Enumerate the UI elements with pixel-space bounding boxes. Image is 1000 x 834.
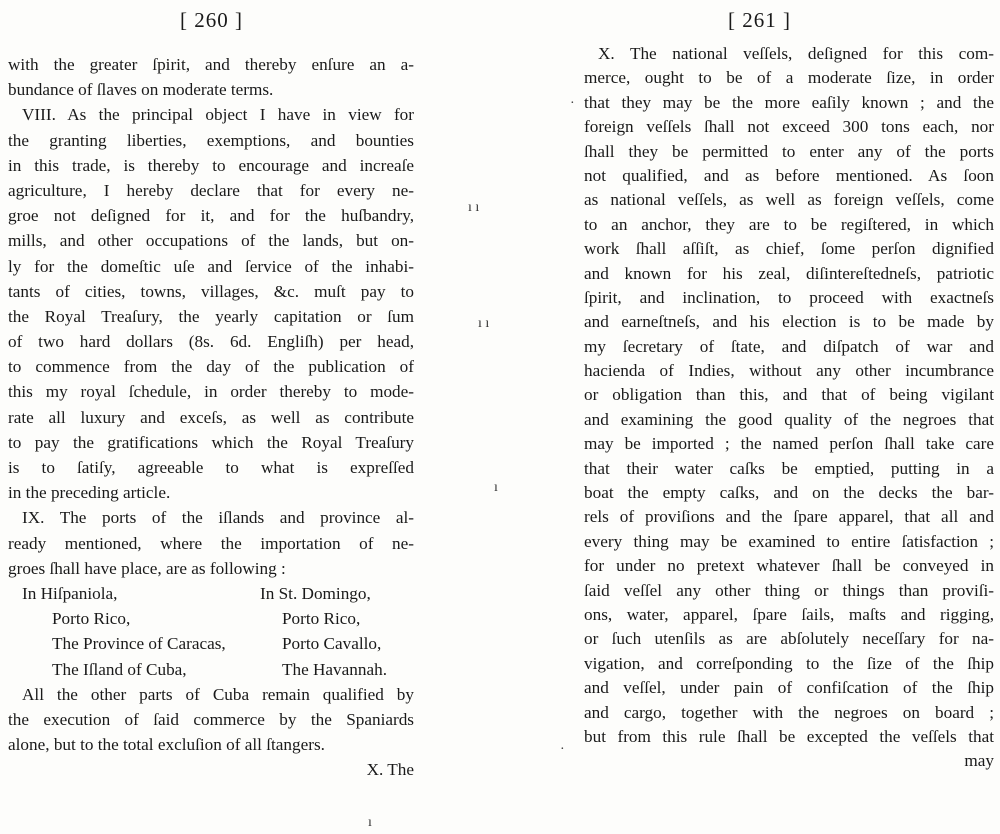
port-city: The Havannah. — [282, 659, 387, 679]
text-line: rate all luxury and exceſs, as well as contribute — [8, 407, 414, 427]
text-line: to pay the gratifications which the Royal Treaſury — [8, 432, 414, 452]
text-line: IX. The ports of the iſlands and province al- — [22, 508, 414, 528]
text-line: that they may be the more eaſily known ; and the — [584, 92, 994, 112]
text-line: vigation, and correſponding to the ſize of the ſhip — [584, 653, 994, 673]
text-line: may be imported ; the named perſon ſhall take care — [584, 434, 994, 454]
port-row — [8, 657, 414, 682]
text-line: for under no pretext whatever ſhall be conveyed in — [584, 556, 994, 576]
text-line: to commence from the day of the publication of — [8, 357, 414, 377]
left-page-text — [8, 52, 414, 782]
port-row — [8, 606, 414, 631]
port-city: In St. Domingo, — [260, 583, 371, 603]
text-line: this my royal ſchedule, in order thereby to mode- — [8, 382, 414, 402]
text-line: mills, and other occupations of the lands, but on- — [8, 231, 414, 251]
text-line: with the greater ſpirit, and thereby enſure an a- — [8, 55, 414, 74]
right-page — [578, 0, 1000, 834]
text-line: is to ſatiſy, agreeable to what is expreſſed — [8, 458, 414, 477]
text-line: hacienda of Indies, without any other incumbrance — [584, 361, 994, 381]
port-row — [8, 581, 414, 606]
text-line: and known for his zeal, diſintereſtedneſs, patriotic — [584, 263, 994, 283]
text-line: not qualified, and as before mentioned. As ſoon — [584, 165, 994, 185]
text-line: All the other parts of Cuba remain qualified by — [22, 684, 414, 704]
text-line: or ſuch utenſils as are abſolutely neceſſary for na- — [584, 629, 994, 649]
port-row — [8, 631, 414, 656]
text-line: of two hard dollars (8s. 6d. Engliſh) per head, — [8, 332, 414, 352]
text-line: alone, but to the total excluſion of all ſtangers. — [8, 735, 325, 755]
text-line: VIII. As the principal object I have in view for — [22, 105, 414, 125]
scan-speck: · — [560, 742, 565, 757]
scan-speck: ı ı — [468, 200, 480, 215]
text-line: ready mentioned, where the importation of ne- — [8, 533, 414, 553]
text-line: in this trade, is thereby to encourage and increaſe — [8, 155, 414, 175]
text-line: the granting liberties, exemptions, and bounties — [8, 130, 414, 150]
scan-speck: · — [570, 96, 575, 111]
text-line: merce, ought to be of a moderate ſize, in order — [584, 68, 994, 88]
text-line: and veſſel, under pain of confiſcation of the ſhip — [584, 678, 994, 698]
text-line: ly for the domeſtic uſe and ſervice of the inhabi- — [8, 256, 414, 276]
text-line: the execution of ſaid commerce by the Spaniards — [8, 709, 414, 729]
port-city: Porto Cavallo, — [282, 634, 382, 654]
left-text-block-2 — [8, 682, 414, 783]
scan-speck: ı — [494, 480, 498, 495]
text-line: bundance of ſlaves on moderate terms. — [8, 80, 274, 100]
text-line: and examining the good quality of the negroes that — [584, 409, 994, 429]
text-line: my ſecretary of ſtate, and diſpatch of war and — [584, 336, 994, 356]
text-line: X. The national veſſels, deſigned for this com- — [598, 44, 994, 63]
text-line: groes ſhall have place, are as following : — [8, 558, 286, 578]
port-region: In Hiſpaniola, — [22, 583, 118, 603]
port-region: Porto Rico, — [52, 609, 131, 629]
text-line: ſhall they be permitted to enter any of the ports — [584, 141, 994, 161]
right-page-text — [584, 42, 994, 774]
text-line: that their water caſks be emptied, putting in a — [584, 458, 994, 478]
text-line: ſaid veſſel any other thing or things than proviſi- — [584, 580, 994, 600]
text-line: X. The — [366, 760, 414, 780]
text-line: foreign veſſels ſhall not exceed 300 tons each, nor — [584, 117, 994, 137]
text-line: and earneſtneſs, and his election is to be made by — [584, 312, 994, 332]
text-line: agriculture, I hereby declare that for every ne- — [8, 180, 414, 200]
port-city: Porto Rico, — [282, 609, 361, 629]
left-text-block-1 — [8, 52, 414, 581]
text-line: to an anchor, they are to be regiſtered, in which — [584, 214, 994, 234]
text-line: boat the empty caſks, and on the decks the bar- — [584, 483, 994, 503]
text-line: in the preceding article. — [8, 483, 171, 503]
text-line: ſpirit, and inclination, to proceed with exactneſs — [584, 287, 994, 307]
text-line: as national veſſels, as well as foreign veſſels, come — [584, 190, 994, 210]
text-line: every thing may be examined to entire ſatisfaction ; — [584, 531, 994, 551]
text-line: ons, water, apparel, ſpare ſails, maſts and rigging, — [584, 604, 994, 624]
text-line: but from this rule ſhall be excepted the veſſels that — [584, 726, 994, 746]
page-number-right: [ 261 ] — [728, 8, 791, 32]
page-number-left: [ 260 ] — [180, 8, 243, 32]
ports-table — [8, 581, 414, 682]
text-line: and cargo, together with the negroes on board ; — [584, 702, 994, 722]
text-line: groe not deſigned for it, and for the huſbandry, — [8, 206, 414, 226]
text-line: may — [964, 751, 994, 771]
scan-speck: ı ı — [478, 316, 490, 331]
text-line: the Royal Treaſury, the yearly capitation or ſum — [8, 306, 414, 326]
text-line: work ſhall aſſiſt, as chief, ſome perſon dignified — [584, 239, 994, 259]
port-region: The Province of Caracas, — [52, 634, 226, 654]
port-region: The Iſland of Cuba, — [52, 659, 187, 679]
text-line: rels of proviſions and the ſpare apparel, that all and — [584, 507, 994, 527]
left-page — [0, 0, 430, 834]
scan-speck: ı — [368, 815, 372, 830]
text-line: or obligation than this, and that of being vigilant — [584, 385, 994, 405]
text-line: tants of cities, towns, villages, &c. muſt pay to — [8, 281, 414, 301]
